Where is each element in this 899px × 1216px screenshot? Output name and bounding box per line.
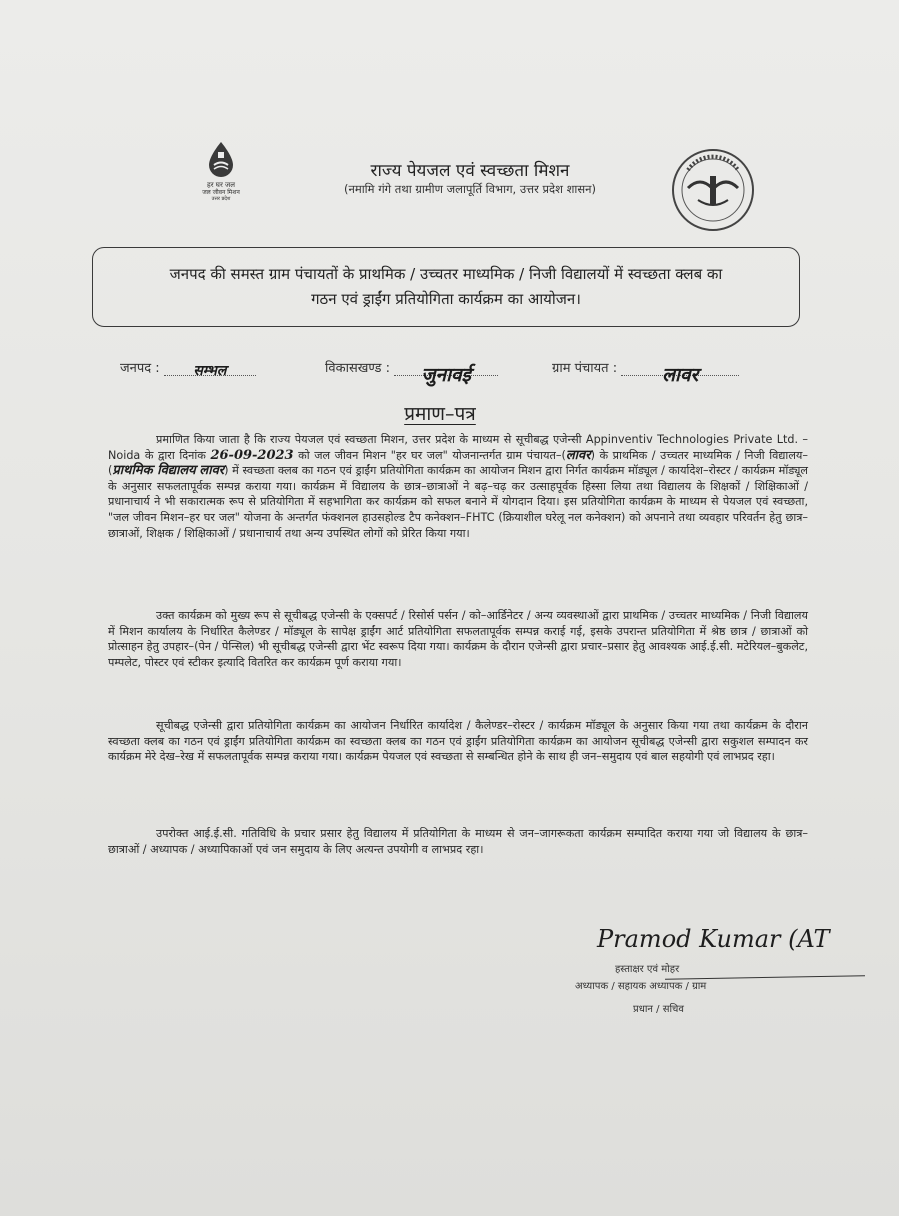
p1-panchayat: लावर <box>565 447 591 463</box>
paragraph-4: उपरोक्त आई.ई.सी. गतिविधि के प्रचार प्रसार हेतु विद्यालय में प्रतियोगिता के माध्यम से जन–जागरूकता कार्यक्रम सम्पादित कराया गया जो विद्यालय के छात्र–छात्राओं / अध्यापक / अध्यापिकाओं एवं जन समुदाय के लिए अत्यन्त उपयोगी व लाभप्रद रहा। <box>108 827 808 856</box>
block-field <box>325 358 498 386</box>
p1-text-3: ) के प्राथमिक / उच्चतर माध्यमिक / निजी विद्यालय–( <box>108 448 808 478</box>
subject-line-2: गठन एवं ड्राईंग प्रतियोगिता कार्यक्रम का आयोजन। <box>311 290 581 308</box>
panchayat-value: लावर <box>662 364 699 386</box>
logo-text-1: हर घर जल <box>207 181 235 189</box>
jal-jeevan-mission-logo <box>186 140 256 215</box>
p1-school: प्राथमिक विद्यालय <box>112 463 196 479</box>
certificate-title: प्रमाण–पत्र <box>404 403 476 425</box>
p1-date: 26-09-2023 <box>210 447 294 463</box>
signature-designation-2: प्रधान / सचिव <box>633 1004 684 1015</box>
signature-caption: हस्ताक्षर एवं मोहर <box>615 964 680 975</box>
district-value: सम्भल <box>193 363 227 379</box>
signature-designation: अध्यापक / सहायक अध्यापक / ग्राम <box>575 981 707 992</box>
panchayat-field <box>552 358 739 386</box>
signature-block <box>575 925 895 1025</box>
panchayat-label: ग्राम पंचायत : <box>552 361 618 376</box>
p1-text-2: को जल जीवन मिशन "हर घर जल" योजनान्तर्गत ग्राम पंचायत–( <box>298 448 566 462</box>
mission-subtitle: (नमामि गंगे तथा ग्रामीण जलापूर्ति विभाग, उत्तर प्रदेश शासन) <box>343 182 597 196</box>
water-drop-icon <box>203 140 239 180</box>
paragraph-1 <box>108 432 808 541</box>
p1-text-1: प्रमाणित किया जाता है कि राज्य पेयजल एवं स्वच्छता मिशन, उत्तर प्रदेश के माध्यम से सूचीबद्ध एजेन्सी Appinventiv Technologies Private Ltd. – Noida के द्वारा दिनांक <box>108 433 808 462</box>
block-label: विकासखण्ड : <box>325 361 391 376</box>
p1-text-5: ) में स्वच्छता क्लब का गठन एवं ड्राईंग प्रतियोगिता कार्यक्रम का आयोजन मिशन द्वारा निर्गत कार्यक्रम मॉड्यूल / कार्यादेश–रोस्टर / कार्यक्रम मॉड्यूल के अनुसार सफलतापूर्वक सम्पन्न कराया गया। कार्यक्रम में विद्यालय के छात्र–छात्राओं ने बढ़–चढ़ कर उत्साहपूर्वक हिस्सा लिया तथा विद्यालय के शिक्षकों / शिक्षिकाओं / प्रधानाचार्य ने भी सकारात्मक रूप से प्रतियोगिता में सहभागिता कर कार्यक्रम को सफल बनाने में योगदान दिया। इस प्रतियोगिता कार्यक्रम के माध्यम से पेयजल एवं स्वच्छता, "जल जीवन मिशन–हर घर जल" योजना के अन्तर्गत फंक्शनल हाउसहोल्ड टैप कनेक्शन–FHTC (क्रियाशील घरेलू नल कनेक्शन) को अपनाने तथा व्यवहार परिवर्तन हेतु छात्र–छात्राओं, शिक्षक / शिक्षिकाओं / प्रधानाचार्य तथा अन्य उपस्थित लोगों को प्रेरित किया गया। <box>108 464 808 540</box>
subject-box <box>92 247 800 327</box>
p1-school-place: लावर <box>199 463 225 479</box>
seal-icon <box>668 148 758 238</box>
logo-text-2: जल जीवन मिशन <box>202 189 240 196</box>
uttar-pradesh-government-seal <box>668 148 758 238</box>
handwritten-signature: Pramod Kumar (AT <box>597 925 830 953</box>
district-label: जनपद : <box>120 361 160 376</box>
logo-text-3: उत्तर प्रदेश <box>211 196 231 202</box>
subject-line-1: जनपद की समस्त ग्राम पंचायतों के प्राथमिक / उच्चतर माध्यमिक / निजी विद्यालयों में स्वच्छता क्लब का <box>169 265 723 283</box>
paragraph-3: सूचीबद्ध एजेन्सी द्वारा प्रतियोगिता कार्यक्रम का आयोजन निर्धारित कार्यादेश / कैलेण्डर–रोस्टर / कार्यक्रम मॉड्यूल के अनुसार किया गया तथा कार्यक्रम के दौरान स्वच्छता क्लब का गठन एवं ड्राईंग प्रतियोगिता कार्यक्रम का स्वच्छता क्लब का गठन एवं ड्राईंग प्रतियोगिता कार्यक्रम का आयोजन सूचीबद्ध एजेन्सी द्वारा सकुशल सम्पादन कर कार्यक्रम मेरे देख–रेख में सफलतापूर्वक सम्पन्न कराया गया। कार्यक्रम पेयजल एवं स्वच्छता से सम्बन्धित होने के साथ ही जन–समुदाय एवं बाल सहयोगी एवं लाभप्रद रहा। <box>108 719 808 764</box>
district-field <box>120 358 256 379</box>
block-value: जुनावई <box>421 364 471 386</box>
paragraph-2: उक्त कार्यक्रम को मुख्य रूप से सूचीबद्ध एजेन्सी के एक्सपर्ट / रिसोर्स पर्सन / को–आर्डिनेटर / अन्य व्यवस्थाओं द्वारा प्राथमिक / उच्चतर माध्यमिक / निजी विद्यालय में मिशन कार्यालय के निर्धारित कैलेण्डर / मॉड्यूल के सापेक्ष ड्राईंग आर्ट प्रतियोगिता सफलतापूर्वक सम्पन्न कराई गई, इसके उपरान्त प्रतियोगिता में श्रेष्ठ छात्र / छात्राओं को प्रोत्साहन हेतु उपहार–(पेन / पेन्सिल) भी सूचीबद्ध एजेन्सी द्वारा भेंट स्वरूप दिया गया। कार्यक्रम के दौरान एजेन्सी द्वारा प्रचार–प्रसार हेतु आवश्यक आई.ई.सी. मटेरियल–बुकलेट, पम्पलेट, पोस्टर एवं स्टीकर इत्यादि वितरित कर कार्यक्रम पूर्ण कराया गया। <box>108 609 808 669</box>
location-fields <box>120 350 800 390</box>
mission-title: राज्य पेयजल एवं स्वच्छता मिशन <box>370 161 570 181</box>
